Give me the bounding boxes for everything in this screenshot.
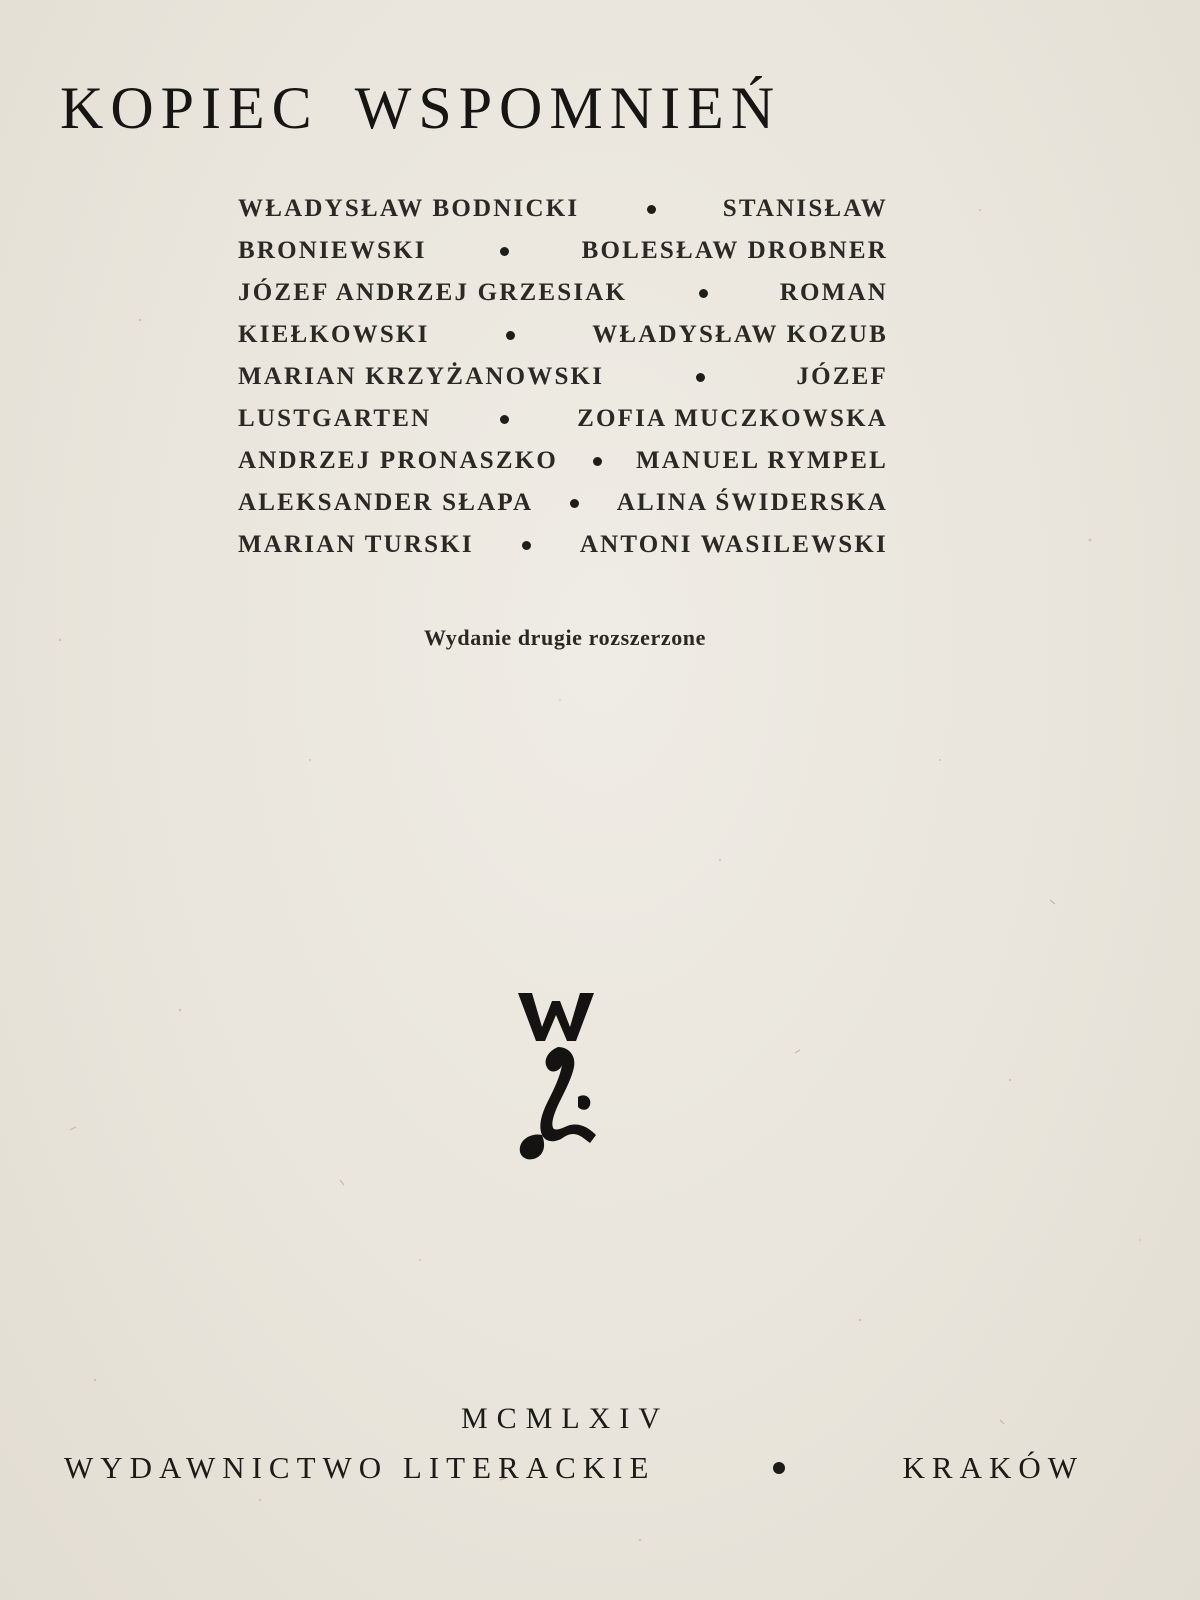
author-name: KIEŁKOWSKI [238,321,430,348]
author-name: WŁADYSŁAW KOZUB [592,321,888,348]
author-line [238,398,888,440]
bullet-separator [773,1462,785,1474]
bullet-separator [696,373,705,382]
bullet-separator [647,205,656,214]
author-line [238,482,888,524]
author-line [238,188,888,230]
bullet-separator [522,541,531,550]
bullet-separator [570,499,579,508]
book-title [60,75,782,141]
author-line [238,440,888,482]
author-name: ANDRZEJ PRONASZKO [238,447,559,474]
author-name: LUSTGARTEN [238,405,432,432]
author-name: BRONIEWSKI [238,237,427,264]
author-name: MANUEL RYMPEL [635,447,888,474]
bullet-separator [506,331,515,340]
publication-year: MCMLXIV [460,1402,669,1435]
author-name: ZOFIA MUCZKOWSKA [577,405,888,432]
author-name: ALINA ŚWIDERSKA [616,489,888,516]
author-name: MARIAN KRZYŻANOWSKI [238,363,605,390]
publisher-line [64,1450,1084,1486]
title-word-2: WSPOMNIEŃ [354,75,782,141]
title-word-1: KOPIEC [60,75,319,141]
bullet-separator [500,415,509,424]
author-name: BOLESŁAW DROBNER [581,237,888,264]
author-line [238,524,888,566]
author-name: MARIAN TURSKI [238,531,474,558]
author-name: JÓZEF [796,363,888,390]
author-line [238,272,888,314]
author-list [238,188,888,566]
author-name: ALEKSANDER SŁAPA [238,489,534,516]
bullet-separator [500,247,509,256]
edition-note: Wydanie drugie rozszerzone [424,625,706,650]
author-name: ANTONI WASILEWSKI [579,531,888,558]
author-line [238,230,888,272]
bullet-separator [593,457,602,466]
author-line [238,356,888,398]
author-line [238,314,888,356]
author-name: STANISŁAW [722,195,888,222]
author-name: JÓZEF ANDRZEJ GRZESIAK [238,279,628,306]
author-name: WŁADYSŁAW BODNICKI [238,195,580,222]
wl-monogram-icon [512,985,612,1185]
publisher-name: WYDAWNICTWO LITERACKIE [64,1450,656,1485]
bullet-separator [699,289,708,298]
author-name: ROMAN [779,279,888,306]
publisher-city: KRAKÓW [902,1450,1084,1485]
